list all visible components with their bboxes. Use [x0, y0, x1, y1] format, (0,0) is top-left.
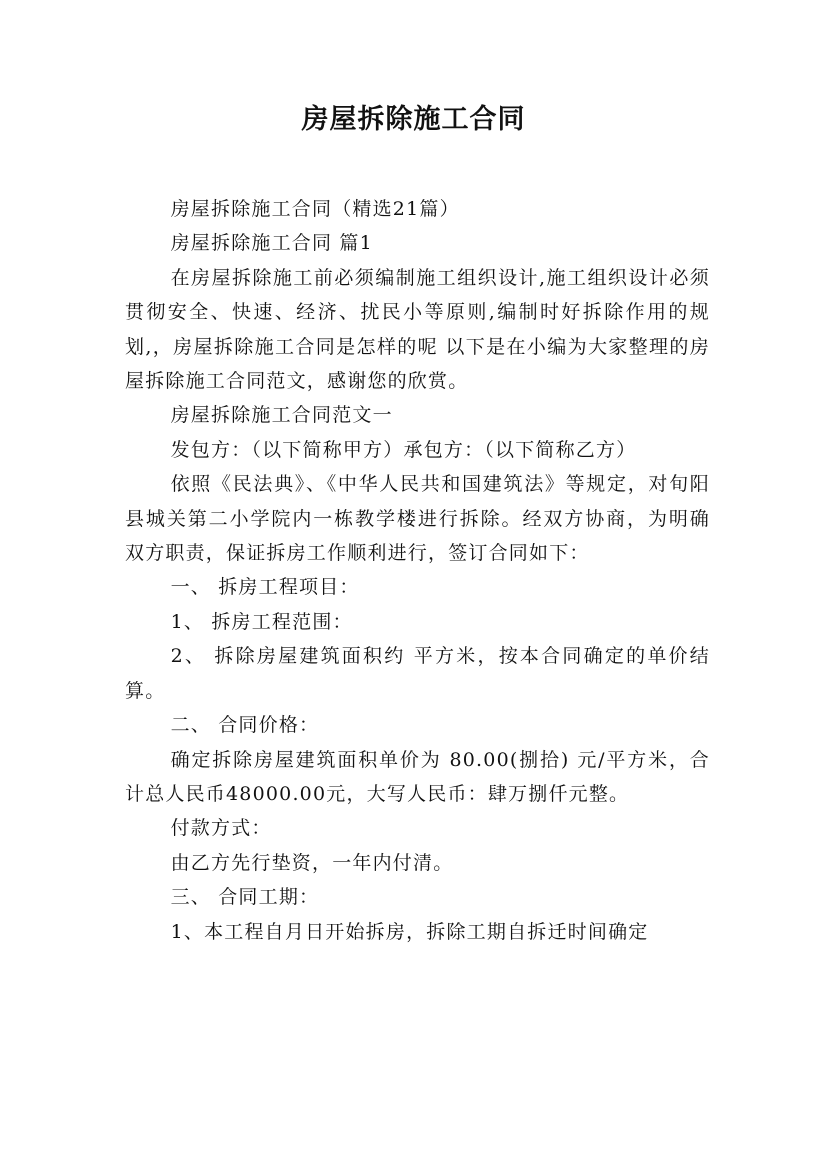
paragraph-payment: 由乙方先行垫资，一年内付清。 [170, 851, 454, 874]
paragraph-parties: 发包方：（以下简称甲方）承包方：（以下简称乙方） [170, 438, 637, 461]
paragraph-price: 确定拆除房屋建筑面积单价为 80.00(捌拾) 元/平方米，合计总人民币48000.00元，大写人民币：肆万捌仟元整。 [125, 748, 710, 805]
paragraph-heading-collection: 房屋拆除施工合同（精选21篇） [170, 198, 460, 220]
paragraph-intro: 在房屋拆除施工前必须编制施工组织设计,施工组织设计必须贯彻安全、快速、经济、扰民小等原则,编制时好拆除作用的规划,，房屋拆除施工合同是怎样的呢 以下是在小编为大家整理的房屋拆除施工合同范文，感谢您的欣赏。 [125, 266, 710, 393]
document-title: 房屋拆除施工合同 [301, 104, 526, 135]
paragraph-item-1-1: 1、 拆房工程范围： [170, 610, 353, 633]
paragraph-section-2: 二、 合同价格： [170, 714, 320, 737]
paragraph-section-3: 三、 合同工期： [170, 886, 320, 909]
paragraph-payment-heading: 付款方式： [170, 817, 272, 840]
paragraph-item-1-2: 2、 拆除房屋建筑面积约 平方米，按本合同确定的单价结算。 [125, 645, 710, 702]
document-body [125, 192, 710, 949]
paragraph-basis: 依照《民法典》、《中华人民共和国建筑法》等规定，对旬阳县城关第二小学院内一栋教学楼进行拆除。经双方协商，为明确双方职责，保证拆房工作顺利进行，签订合同如下： [125, 473, 710, 565]
paragraph-section-1: 一、 拆房工程项目： [170, 576, 360, 599]
paragraph-item-3-1: 1、本工程自月日开始拆房，拆除工期自拆迁时间确定 [170, 920, 649, 943]
paragraph-heading-part1: 房屋拆除施工合同 篇1 [170, 232, 373, 255]
paragraph-sample-title: 房屋拆除施工合同范文一 [170, 404, 393, 427]
